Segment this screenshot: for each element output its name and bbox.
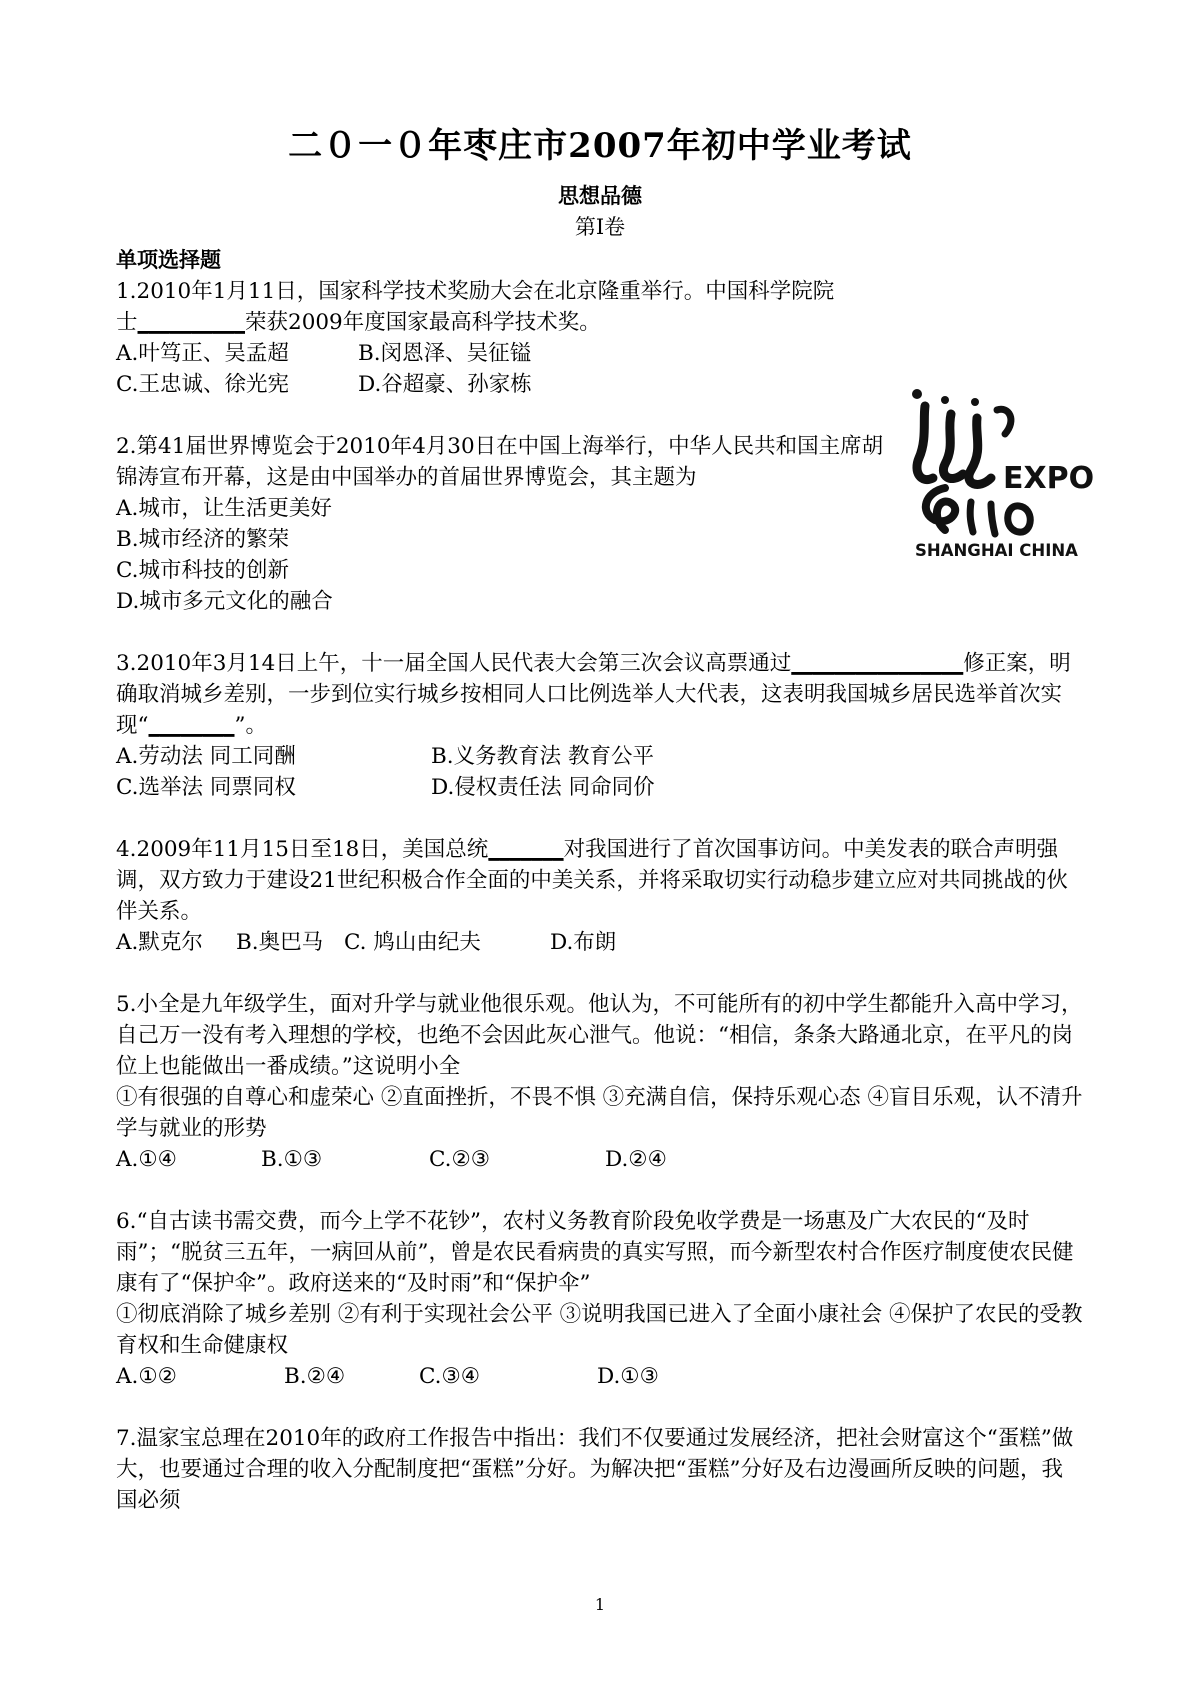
option-d: D.②④: [605, 1147, 667, 1172]
answer-blank: ________________: [791, 651, 964, 676]
option-a: A.①②: [116, 1364, 177, 1389]
exam-title: 二０一０年枣庄市2007年初中学业考试: [288, 126, 912, 166]
question-6: [116, 1206, 1084, 1392]
answer-blank: _______: [488, 837, 564, 862]
option-a: A.城市，让生活更美好: [116, 496, 332, 521]
option-row: [116, 772, 1084, 803]
option-d: D.布朗: [550, 930, 617, 955]
answer-blank: ________: [148, 713, 235, 738]
logo-location-text: SHANGHAI CHINA: [915, 541, 1078, 560]
option-b: B.奥巴马: [236, 930, 324, 955]
option-c: C.王忠诚、徐光宪: [116, 372, 290, 397]
question-stem: 7.温家宝总理在2010年的政府工作报告中指出：我们不仅要通过发展经济，把社会财富这个“蛋糕”做大，也要通过合理的收入分配制度把“蛋糕”分好。为解决把“蛋糕”分好及右边漫画所反映的问题，我国必须: [116, 1426, 1074, 1513]
stem-text: 荣获2009年度国家最高科学技术奖。: [245, 310, 601, 335]
option-d: D.谷超豪、孙家栋: [358, 372, 532, 397]
question-7: [116, 1423, 1084, 1516]
section-heading: 单项选择题: [116, 247, 221, 272]
expo-2010-logo-icon: [905, 380, 1095, 580]
option-c: C.选举法 同票同权: [116, 775, 296, 800]
option-row: [116, 927, 1084, 958]
option-row: [116, 1361, 1084, 1392]
option-c: C.③④: [419, 1364, 481, 1389]
option-c: C. 鸠山由纪夫: [344, 930, 481, 955]
stem-text: 1.2010年1月11日，国家科学技术奖励大会在北京隆重举行。中国科学院院: [116, 279, 835, 304]
question-stem: 5.小全是九年级学生，面对升学与就业他很乐观。他认为，不可能所有的初中学生都能升入高中学习，自己万一没有考入理想的学校，也绝不会因此灰心泄气。他说：“相信，条条大路通北京，在平凡的岗位上也能做出一番成绩。”这说明小全: [116, 992, 1083, 1079]
question-items: ①有很强的自尊心和虚荣心 ②直面挫折，不畏不惧 ③充满自信，保持乐观心态 ④盲目乐观，认不清升学与就业的形势: [116, 1085, 1083, 1141]
option-a: A.①④: [116, 1147, 177, 1172]
question-items: ①彻底消除了城乡差别 ②有利于实现社会公平 ③说明我国已进入了全面小康社会 ④保护了农民的受教育权和生命健康权: [116, 1302, 1083, 1358]
exam-volume: 第Ⅰ卷: [574, 215, 626, 239]
option-row: [116, 338, 1084, 369]
option-a: A.劳动法 同工同酬: [116, 744, 296, 769]
logo-expo-text: EXPO: [1003, 461, 1095, 496]
question-stem: 2.第41届世界博览会于2010年4月30日在中国上海举行，中华人民共和国主席胡锦涛宣布开幕，这是由中国举办的首届世界博览会，其主题为: [116, 434, 884, 490]
option-c: C.城市科技的创新: [116, 558, 290, 583]
option-d: D.城市多元文化的融合: [116, 589, 333, 614]
option-b: B.②④: [284, 1364, 346, 1389]
option-row: [116, 741, 1084, 772]
answer-blank: __________: [137, 310, 246, 335]
option-row: [116, 1144, 1084, 1175]
question-3: [116, 648, 1084, 803]
option-a: A.叶笃正、吴孟超: [116, 341, 289, 366]
option-b: B.义务教育法 教育公平: [431, 744, 654, 769]
question-stem: [116, 648, 1084, 741]
option-d: D.①③: [597, 1364, 659, 1389]
stem-text: 3.2010年3月14日上午，十一届全国人民代表大会第三次会议高票通过: [116, 651, 792, 676]
question-stem: 6.“自古读书需交费，而今上学不花钞”，农村义务教育阶段免收学费是一场惠及广大农民的“及时雨”；“脱贫三五年，一病回从前”，曾是农民看病贵的真实写照，而今新型农村合作医疗制度使农民健康有了“保护伞”。政府送来的“及时雨”和“保护伞”: [116, 1209, 1074, 1296]
question-stem: [116, 276, 1084, 338]
exam-subject: 思想品德: [558, 183, 642, 208]
stem-text: 对我国进行了首次国事访问。中美发表的联合声明强调，双方致力于建设21世纪积极合作全面的中美关系，并将采取切实行动稳步建立应对共同挑战的伙伴关系。: [116, 837, 1068, 924]
question-4: [116, 834, 1084, 958]
option-d: D.侵权责任法 同命同价: [431, 775, 655, 800]
stem-text: 士: [116, 310, 138, 335]
page-number: 1: [594, 1595, 606, 1614]
option-b: B.闵恩泽、吴征镒: [358, 341, 532, 366]
question-5: [116, 989, 1084, 1175]
stem-text: 修正案，明确取消城乡差别，一步到位实行城乡按相同人口比例选举人大代表，这表明我国城乡居民选举首次实现“: [116, 651, 1071, 738]
stem-text: 4.2009年11月15日至18日，美国总统: [116, 837, 489, 862]
stem-text: ”。: [234, 713, 267, 738]
option-a: A.默克尔: [116, 930, 203, 955]
option-c: C.②③: [429, 1147, 491, 1172]
option-b: B.城市经济的繁荣: [116, 527, 290, 552]
question-stem: [116, 834, 1084, 927]
option-b: B.①③: [261, 1147, 323, 1172]
